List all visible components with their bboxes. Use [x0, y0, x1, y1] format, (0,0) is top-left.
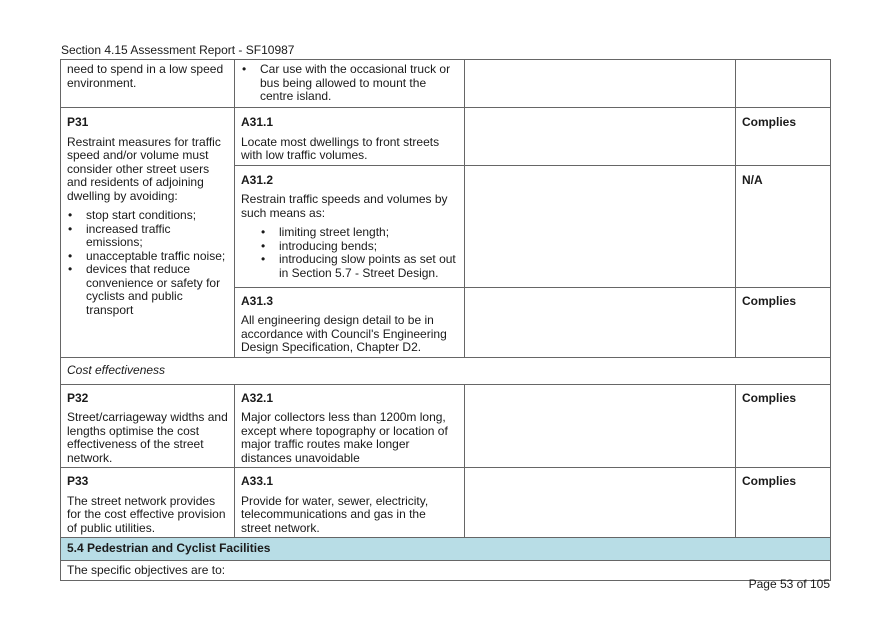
table-row [61, 468, 831, 538]
status-badge: Complies [742, 293, 797, 308]
performance-id: P33 [67, 474, 89, 488]
acceptable-id: A31.3 [241, 293, 274, 308]
subsection-label: Cost effectiveness [61, 357, 831, 384]
list-item: • unacceptable traffic noise; [67, 250, 228, 264]
performance-cell [61, 108, 235, 358]
acceptable-id: A31.2 [241, 172, 274, 187]
list-item: • increased traffic emissions; [67, 223, 228, 250]
list-item: • devices that reduce convenience or safety for cyclists and public transport [67, 263, 228, 317]
table-row [61, 384, 831, 468]
performance-id: P31 [67, 115, 89, 129]
list-item: • Car use with the occasional truck or bus being allowed to mount the centre island. [241, 63, 458, 104]
performance-cell: need to spend in a low speed environment. [61, 60, 235, 108]
comment-cell [465, 60, 736, 108]
performance-cell [61, 468, 235, 538]
comment-cell [465, 468, 736, 538]
performance-cell [61, 384, 235, 468]
acceptable-id: A32.1 [241, 390, 274, 405]
status-badge: Complies [742, 390, 797, 405]
acceptable-id: A33.1 [241, 474, 274, 488]
page-header: Section 4.15 Assessment Report - SF10987 [61, 43, 295, 57]
status-cell [736, 108, 831, 166]
acceptable-cell [235, 384, 465, 468]
acceptable-cell [235, 287, 465, 357]
status-badge: Complies [742, 474, 797, 488]
acceptable-text: Provide for water, sewer, electricity, telecommunications and gas in the street network. [241, 493, 429, 535]
comment-cell [465, 287, 736, 357]
list-item: • limiting street length; [241, 226, 458, 240]
comment-cell [465, 384, 736, 468]
acceptable-cell [235, 60, 465, 108]
status-cell [736, 384, 831, 468]
table-row [61, 60, 831, 108]
list-item: • stop start conditions; [67, 209, 228, 223]
status-cell [736, 60, 831, 108]
acceptable-text: All engineering design detail to be in accordance with Council's Engineering Design Specification, Chapter D2. [241, 313, 447, 354]
objectives-text: The specific objectives are to: [61, 560, 831, 580]
acceptable-text: Locate most dwellings to front streets with low traffic volumes. [241, 134, 440, 162]
assessment-table [60, 59, 831, 581]
section-heading: 5.4 Pedestrian and Cyclist Facilities [61, 538, 831, 561]
status-cell [736, 468, 831, 538]
performance-text: The street network provides for the cost effective provision of public utilities. [67, 493, 226, 535]
status-cell [736, 165, 831, 287]
acceptable-cell [235, 165, 465, 287]
comment-cell [465, 108, 736, 166]
table-row [61, 560, 831, 580]
status-cell [736, 287, 831, 357]
acceptable-text: Restrain traffic speeds and volumes by such means as: [241, 192, 448, 220]
performance-text: Street/carriageway widths and lengths optimise the cost effectiveness of the street network. [67, 410, 228, 465]
performance-id: P32 [67, 390, 89, 405]
comment-cell [465, 165, 736, 287]
table-row [61, 357, 831, 384]
status-badge: Complies [742, 115, 797, 129]
acceptable-text: Major collectors less than 1200m long, except where topography or location of major traffic routes make longer distances unavoidable [241, 410, 448, 465]
acceptable-id: A31.1 [241, 115, 274, 129]
acceptable-cell [235, 468, 465, 538]
list-item: • introducing slow points as set out in Section 5.7 - Street Design. [241, 253, 458, 280]
performance-text: Restraint measures for traffic speed and/or volume must consider other street users and residents of adjoining dwelling by avoiding: [67, 134, 221, 203]
table-row [61, 108, 831, 166]
acceptable-cell [235, 108, 465, 166]
status-badge: N/A [742, 172, 763, 187]
page-number: Page 53 of 105 [748, 577, 830, 591]
list-item: • introducing bends; [241, 240, 458, 254]
table-row [61, 538, 831, 561]
